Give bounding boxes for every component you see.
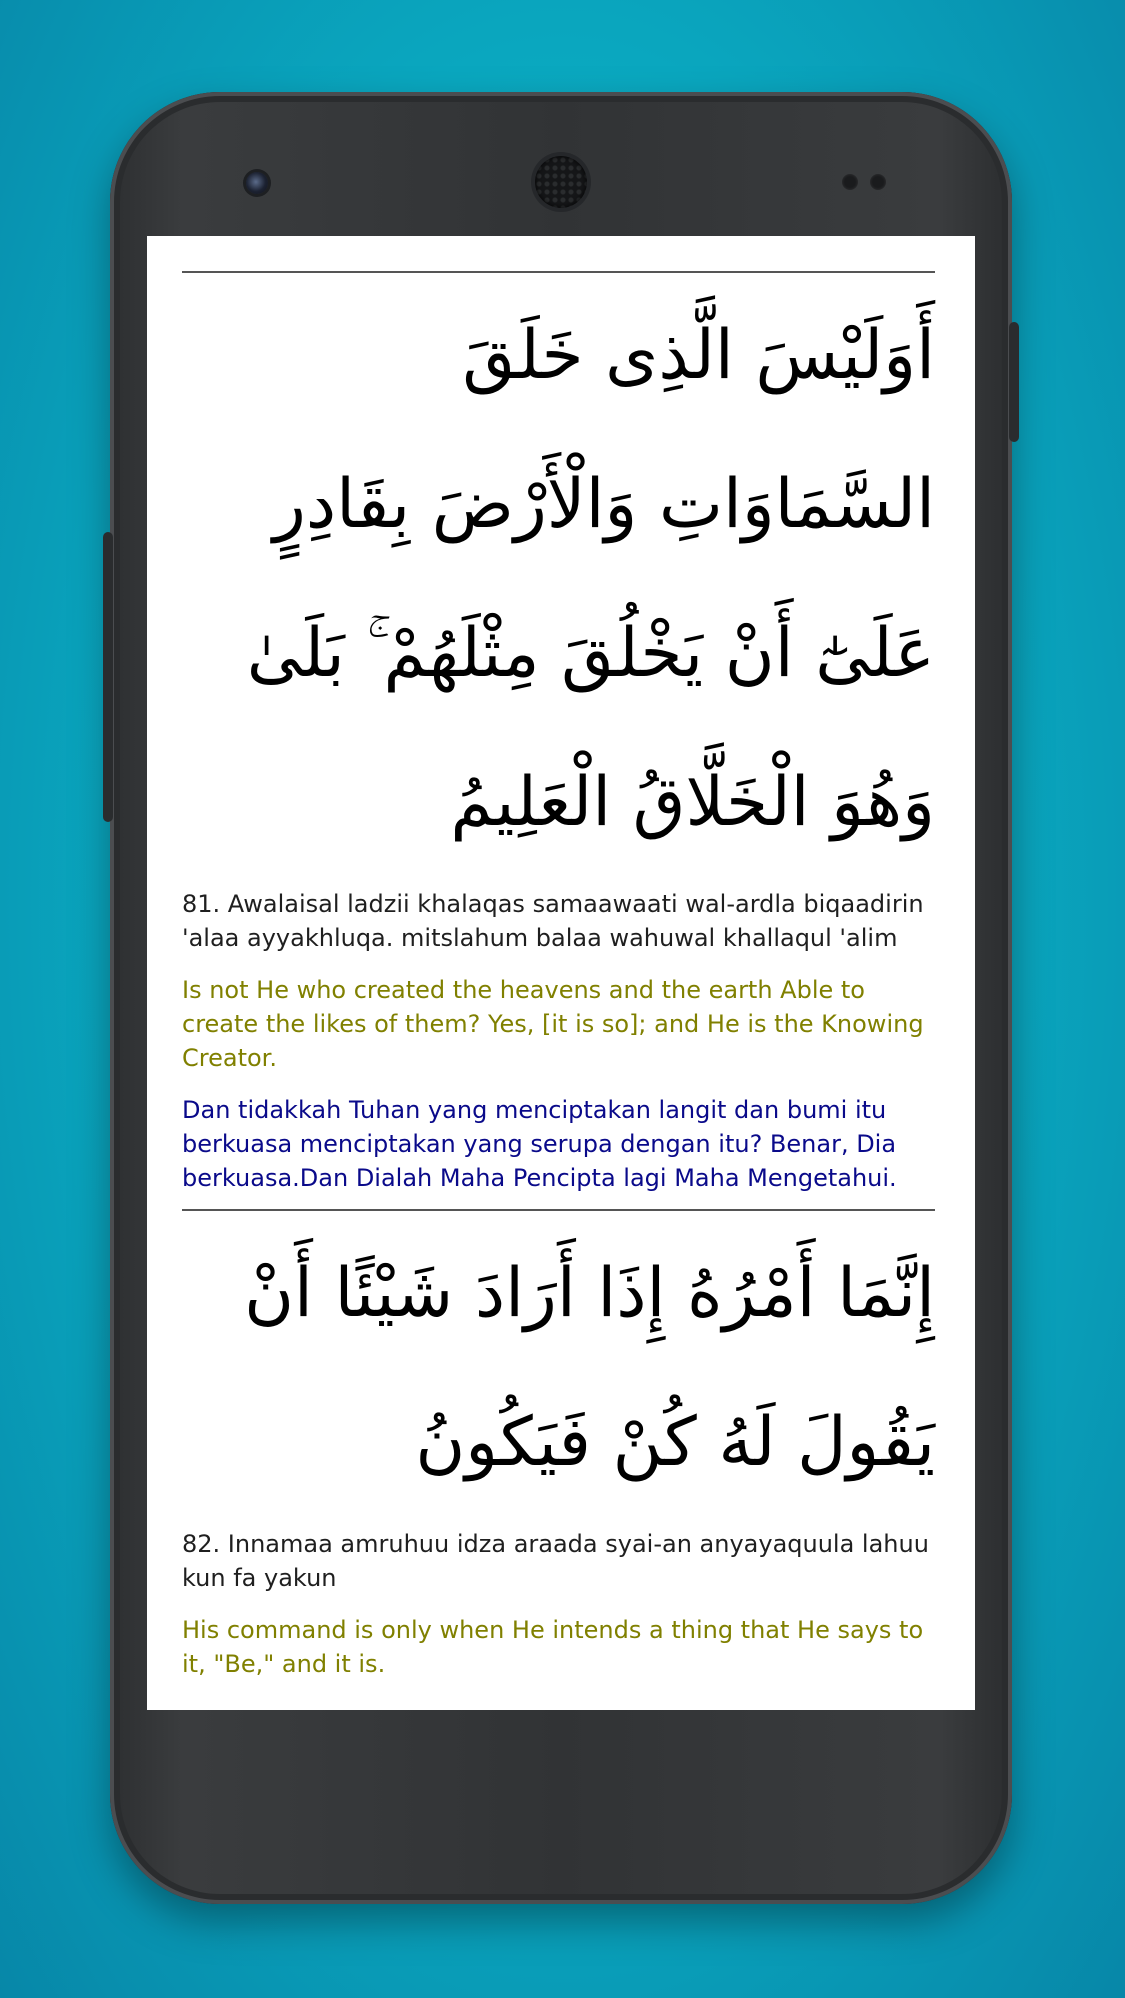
screen[interactable] [147,236,975,1710]
earpiece-speaker-icon [535,156,587,208]
transliteration-text: 82. Innamaa amruhuu idza araada syai-an anyayaquula lahuu kun fa yakun [182,1530,929,1592]
arabic-verse-text: أَوَلَيْسَ الَّذِى خَلَقَ السَّمَاوَاتِ وَالْأَرْضَ بِقَادِرٍ عَلَىٰٓ أَنْ يَخْلُقَ مِثْلَهُمْ ۚ بَلَىٰ وَهُوَ الْخَلَّاقُ الْعَلِيمُ [246,316,935,842]
english-translation-text: Is not He who created the heavens and the earth Able to create the likes of them? Yes, [it is so]; and He is the Knowing Creator. [182,976,924,1072]
volume-button [103,532,113,822]
verse-item-82[interactable] [182,1211,935,1681]
indonesian-translation-text: Dan tidakkah Tuhan yang menciptakan langit dan bumi itu berkuasa menciptakan yang serupa dengan itu? Benar, Dia berkuasa.Dan Dialah Maha Pencipta lagi Maha Mengetahui. [182,1096,897,1192]
power-button [1009,322,1019,442]
light-sensor-icon [870,174,886,190]
phone-frame [110,92,1012,1904]
front-camera-icon [246,172,268,194]
transliteration-text: 81. Awalaisal ladzii khalaqas samaawaati wal-ardla biqaadirin 'alaa ayyakhluqa. mitslahum balaa wahuwal khallaqul 'alim [182,890,924,952]
english-translation-text: His command is only when He intends a thing that He says to it, "Be," and it is. [182,1616,924,1678]
verse-list[interactable] [147,271,975,1681]
proximity-sensor-icon [842,174,858,190]
verse-item-81[interactable] [182,273,935,1195]
arabic-verse-text: إِنَّمَا أَمْرُهُ إِذَا أَرَادَ شَيْئًا أَنْ يَقُولَ لَهُ كُنْ فَيَكُونُ [244,1254,935,1482]
